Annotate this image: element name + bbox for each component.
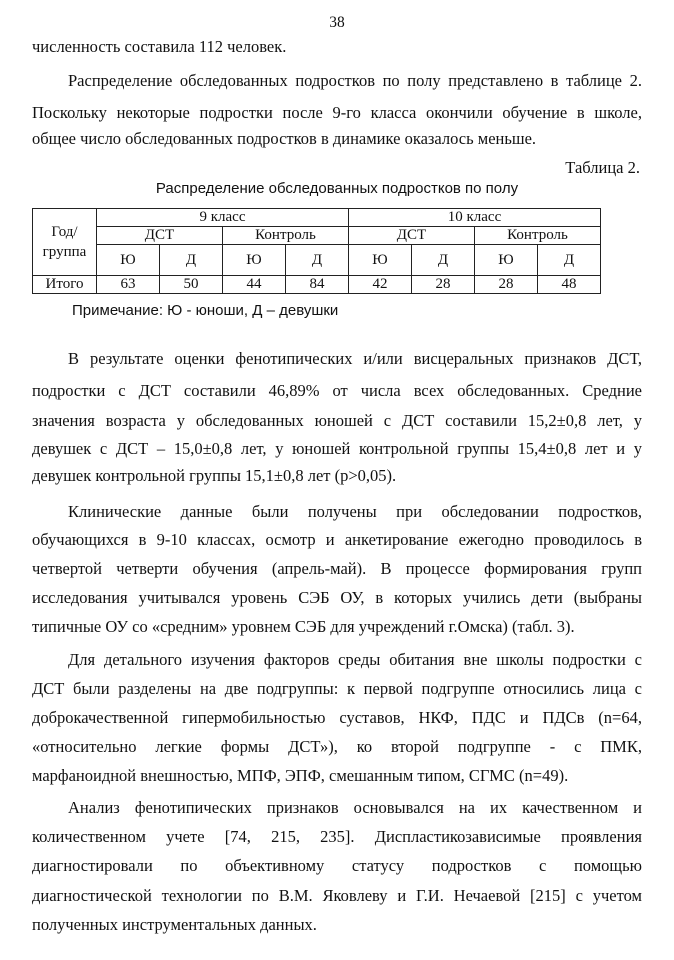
page-number: 38 xyxy=(329,14,345,31)
total-cell: 44 xyxy=(223,276,286,294)
total-cell: 63 xyxy=(97,276,160,294)
sex-header: Д xyxy=(286,245,349,276)
text-line: марфаноидной внешностью, МПФ, ЭПФ, смешанным типом, СГМС (n=49). xyxy=(32,766,569,785)
sex-header: Ю xyxy=(223,245,286,276)
grade-header: 10 класс xyxy=(349,209,601,227)
sex-header: Ю xyxy=(475,245,538,276)
text-line: значения возраста у обследованных юношей с ДСТ составили 15,2±0,8 лет, у xyxy=(32,411,642,430)
text-line: Распределение обследованных подростков по полу представлено в таблице 2. xyxy=(68,71,642,90)
table-title: Распределение обследованных подростков по полу xyxy=(155,180,519,197)
text-line: количественном учете [74, 215, 235]. Диспластикозависимые проявления xyxy=(32,827,642,846)
group-header: Контроль xyxy=(223,227,349,245)
total-cell: 84 xyxy=(286,276,349,294)
total-cell: 50 xyxy=(160,276,223,294)
text-line: девушек с ДСТ – 15,0±0,8 лет, у юношей контрольной группы 15,4±0,8 лет и у xyxy=(32,439,642,458)
sex-header: Ю xyxy=(349,245,412,276)
text-line: диагностировали по объективному статусу подростков с помощью xyxy=(32,856,642,875)
group-header: ДСТ xyxy=(349,227,475,245)
table-row xyxy=(33,209,601,227)
table-row xyxy=(33,227,601,245)
table-caption: Таблица 2. xyxy=(565,158,640,177)
text-line: полученных инструментальных данных. xyxy=(32,915,317,934)
sex-header: Д xyxy=(412,245,475,276)
table-row xyxy=(33,276,601,294)
text-line: девушек контрольной группы 15,1±0,8 лет (р>0,05). xyxy=(32,466,397,485)
table-note: Примечание: Ю - юноши, Д – девушки xyxy=(72,302,339,319)
text-line: четвертой четверти обучения (апрель-май). В процессе формирования групп xyxy=(32,559,642,578)
total-cell: 28 xyxy=(475,276,538,294)
sex-header: Д xyxy=(538,245,601,276)
text-line: обучающихся в 9-10 классах, осмотр и анкетирование ежегодно проводилось в xyxy=(32,530,642,549)
total-cell: 42 xyxy=(349,276,412,294)
grade-header: 9 класс xyxy=(97,209,349,227)
text-line: численность составила 112 человек. xyxy=(32,37,287,56)
text-line: Анализ фенотипических признаков основывался на их качественном и xyxy=(68,798,642,817)
sex-header: Д xyxy=(160,245,223,276)
text-line: типичные ОУ со «средним» уровнем СЭБ для учреждений г.Омска) (табл. 3). xyxy=(32,617,575,636)
text-line: В результате оценки фенотипических и/или висцеральных признаков ДСТ, xyxy=(68,349,642,368)
text-line: «относительно легкие формы ДСТ»), ко второй подгруппе - с ПМК, xyxy=(32,737,642,756)
text-line: исследования учитывался уровень СЭБ ОУ, в которых учились дети (выбраны xyxy=(32,588,642,607)
group-header: Контроль xyxy=(475,227,601,245)
text-line: Для детального изучения факторов среды обитания вне школы подростки с xyxy=(68,650,642,669)
text-line: Поскольку некоторые подростки после 9-го класса окончили обучение в школе, xyxy=(32,103,642,122)
total-cell: 48 xyxy=(538,276,601,294)
group-header: ДСТ xyxy=(97,227,223,245)
sex-header: Ю xyxy=(97,245,160,276)
text-line: общее число обследованных подростков в динамике оказалось меньше. xyxy=(32,129,537,148)
row-header-cell: Год/ группа xyxy=(33,209,97,276)
total-label: Итого xyxy=(33,276,97,294)
table-row xyxy=(33,245,601,276)
text-line: подростки с ДСТ составили 46,89% от числа всех обследованных. Средние xyxy=(32,381,642,400)
text-line: Клинические данные были получены при обследовании подростков, xyxy=(68,502,642,521)
distribution-table xyxy=(32,208,601,294)
text-line: ДСТ были разделены на две подгруппы: к первой подгруппе относились лица с xyxy=(32,679,642,698)
text-line: доброкачественной гипермобильностью суставов, НКФ, ПДС и ПДСв (n=64, xyxy=(32,708,642,727)
text-line: диагностической технологии по В.М. Яковлеву и Г.И. Нечаевой [215] с учетом xyxy=(32,886,642,905)
total-cell: 28 xyxy=(412,276,475,294)
